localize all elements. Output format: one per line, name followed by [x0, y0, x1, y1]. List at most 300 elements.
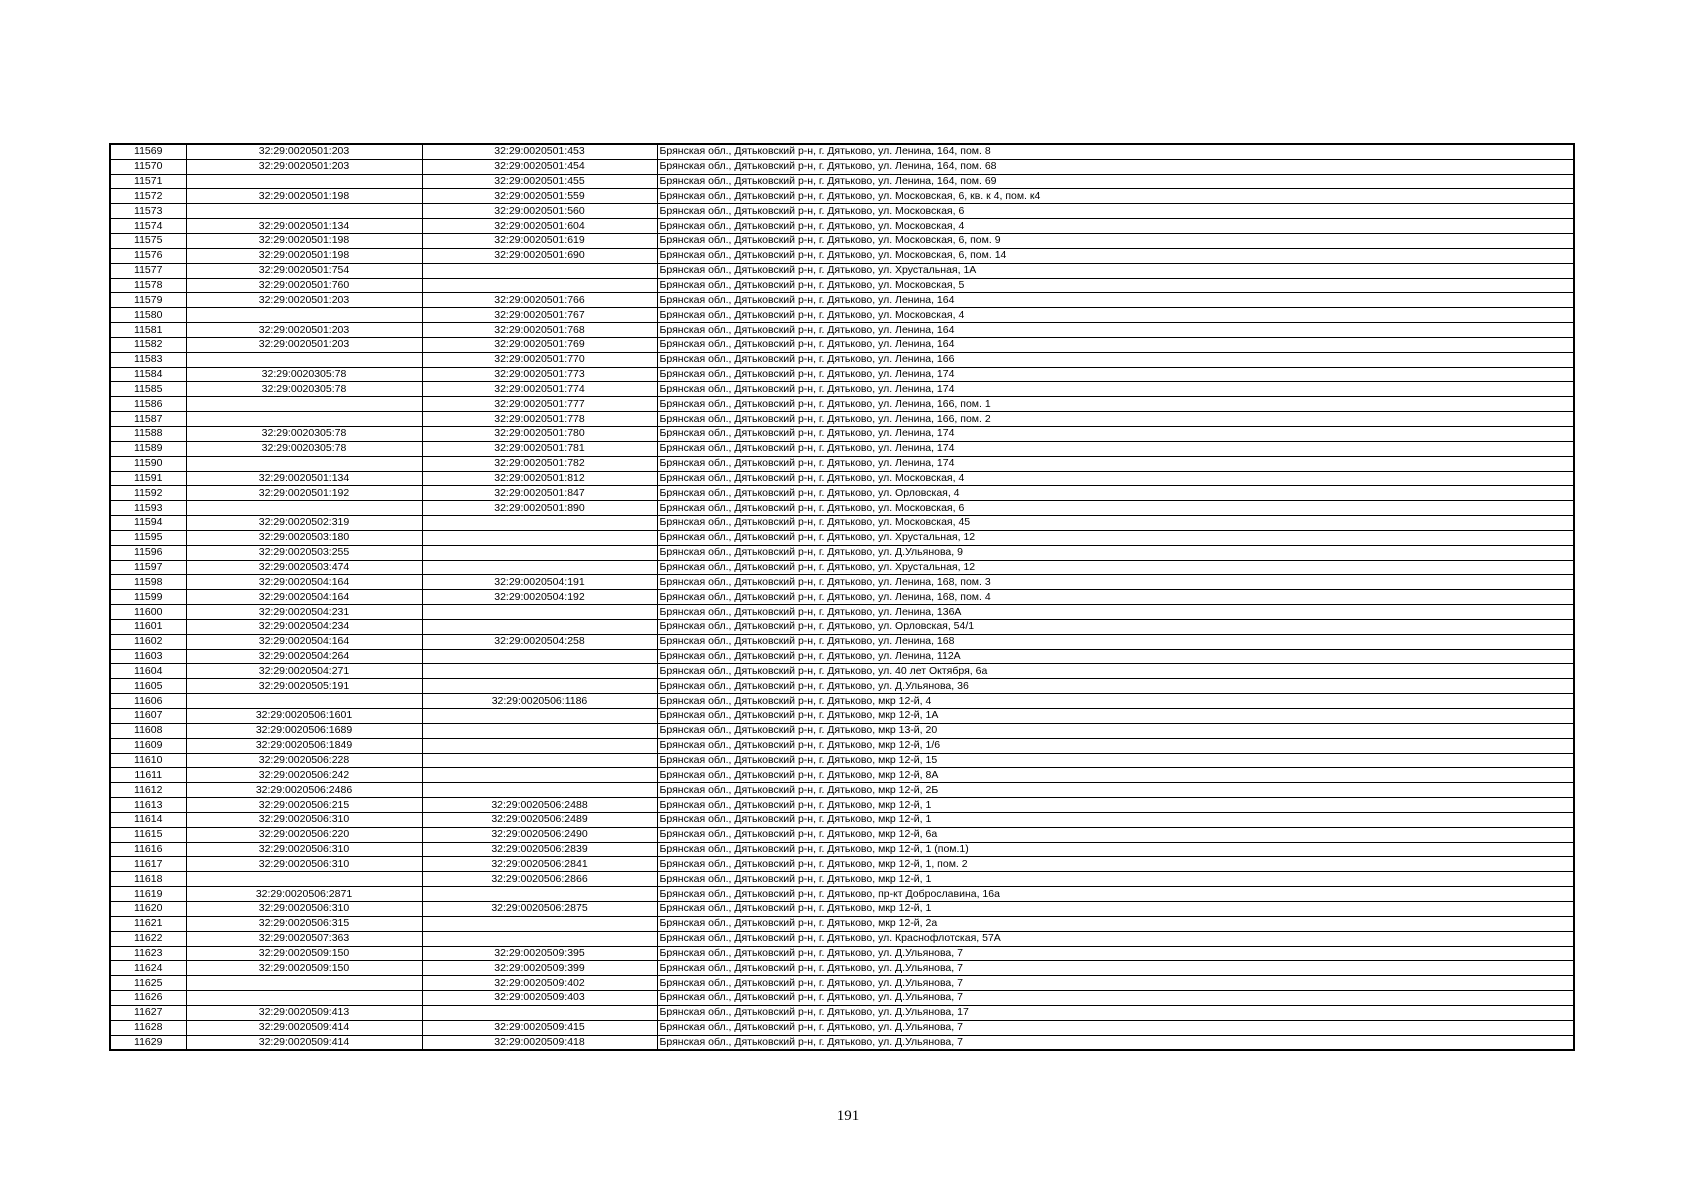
address-cell: Брянская обл., Дятьковский р-н, г. Дятьково, мкр 12-й, 1 — [657, 872, 1574, 887]
address-cell: Брянская обл., Дятьковский р-н, г. Дятьково, ул. Московская, 5 — [657, 278, 1574, 293]
cadastral-number-cell: 32:29:0020501:768 — [422, 323, 657, 338]
address-cell: Брянская обл., Дятьковский р-н, г. Дятьково, ул. Московская, 6, пом. 14 — [657, 248, 1574, 263]
table-row — [110, 545, 1574, 560]
table-row — [110, 738, 1574, 753]
parent-cadastral-number-cell — [186, 976, 422, 991]
row-number-cell: 11580 — [110, 308, 186, 323]
row-number-cell: 11614 — [110, 812, 186, 827]
row-number-cell: 11586 — [110, 397, 186, 412]
address-cell: Брянская обл., Дятьковский р-н, г. Дятьково, ул. Ленина, 174 — [657, 426, 1574, 441]
parent-cadastral-number-cell — [186, 991, 422, 1006]
parent-cadastral-number-cell: 32:29:0020506:242 — [186, 768, 422, 783]
cadastral-number-cell: 32:29:0020501:847 — [422, 486, 657, 501]
row-number-cell: 11572 — [110, 189, 186, 204]
parent-cadastral-number-cell — [186, 204, 422, 219]
cadastral-number-cell — [422, 619, 657, 634]
cadastral-number-cell: 32:29:0020501:774 — [422, 382, 657, 397]
address-cell: Брянская обл., Дятьковский р-н, г. Дятьково, ул. Ленина, 166, пом. 1 — [657, 397, 1574, 412]
cadastral-number-cell: 32:29:0020501:690 — [422, 248, 657, 263]
cadastral-number-cell — [422, 560, 657, 575]
row-number-cell: 11604 — [110, 664, 186, 679]
row-number-cell: 11605 — [110, 679, 186, 694]
table-row — [110, 1005, 1574, 1020]
cadastral-number-cell: 32:29:0020506:2839 — [422, 842, 657, 857]
parent-cadastral-number-cell: 32:29:0020504:271 — [186, 664, 422, 679]
address-cell: Брянская обл., Дятьковский р-н, г. Дятьково, мкр 12-й, 6а — [657, 827, 1574, 842]
cadastral-number-cell: 32:29:0020501:604 — [422, 219, 657, 234]
row-number-cell: 11583 — [110, 352, 186, 367]
table-row — [110, 397, 1574, 412]
parent-cadastral-number-cell: 32:29:0020305:78 — [186, 441, 422, 456]
row-number-cell: 11575 — [110, 234, 186, 249]
parent-cadastral-number-cell: 32:29:0020305:78 — [186, 426, 422, 441]
cadastral-number-cell: 32:29:0020509:403 — [422, 991, 657, 1006]
address-cell: Брянская обл., Дятьковский р-н, г. Дятьково, ул. Ленина, 174 — [657, 441, 1574, 456]
address-cell: Брянская обл., Дятьковский р-н, г. Дятьково, ул. Ленина, 164 — [657, 323, 1574, 338]
row-number-cell: 11602 — [110, 634, 186, 649]
row-number-cell: 11598 — [110, 575, 186, 590]
address-cell: Брянская обл., Дятьковский р-н, г. Дятьково, ул. Ленина, 166, пом. 2 — [657, 412, 1574, 427]
cadastral-number-cell: 32:29:0020504:191 — [422, 575, 657, 590]
parent-cadastral-number-cell: 32:29:0020509:150 — [186, 946, 422, 961]
table-row — [110, 382, 1574, 397]
table-row — [110, 605, 1574, 620]
parent-cadastral-number-cell: 32:29:0020506:310 — [186, 857, 422, 872]
parent-cadastral-number-cell — [186, 174, 422, 189]
table-row — [110, 798, 1574, 813]
cadastral-number-cell: 32:29:0020501:767 — [422, 308, 657, 323]
address-cell: Брянская обл., Дятьковский р-н, г. Дятьково, пр-кт Доброславина, 16а — [657, 887, 1574, 902]
address-cell: Брянская обл., Дятьковский р-н, г. Дятьково, мкр 12-й, 15 — [657, 753, 1574, 768]
row-number-cell: 11601 — [110, 619, 186, 634]
cadastral-number-cell: 32:29:0020501:773 — [422, 367, 657, 382]
row-number-cell: 11588 — [110, 426, 186, 441]
parent-cadastral-number-cell: 32:29:0020504:264 — [186, 649, 422, 664]
cadastral-number-cell: 32:29:0020501:778 — [422, 412, 657, 427]
parent-cadastral-number-cell: 32:29:0020506:220 — [186, 827, 422, 842]
row-number-cell: 11611 — [110, 768, 186, 783]
address-cell: Брянская обл., Дятьковский р-н, г. Дятьково, мкр 12-й, 4 — [657, 694, 1574, 709]
row-number-cell: 11617 — [110, 857, 186, 872]
table-row — [110, 872, 1574, 887]
table-row — [110, 501, 1574, 516]
table-row — [110, 709, 1574, 724]
cadastral-number-cell: 32:29:0020501:777 — [422, 397, 657, 412]
cadastral-number-cell — [422, 723, 657, 738]
row-number-cell: 11577 — [110, 263, 186, 278]
address-cell: Брянская обл., Дятьковский р-н, г. Дятьково, ул. Д.Ульянова, 36 — [657, 679, 1574, 694]
table-row — [110, 783, 1574, 798]
table-row — [110, 426, 1574, 441]
row-number-cell: 11621 — [110, 916, 186, 931]
address-cell: Брянская обл., Дятьковский р-н, г. Дятьково, ул. Ленина, 168, пом. 3 — [657, 575, 1574, 590]
table-row — [110, 649, 1574, 664]
cadastral-number-cell — [422, 530, 657, 545]
cadastral-number-cell: 32:29:0020506:2490 — [422, 827, 657, 842]
table-row — [110, 263, 1574, 278]
registry-table-body — [110, 144, 1574, 1050]
parent-cadastral-number-cell: 32:29:0020504:234 — [186, 619, 422, 634]
parent-cadastral-number-cell: 32:29:0020504:164 — [186, 634, 422, 649]
address-cell: Брянская обл., Дятьковский р-н, г. Дятьково, ул. Д.Ульянова, 17 — [657, 1005, 1574, 1020]
parent-cadastral-number-cell: 32:29:0020506:1849 — [186, 738, 422, 753]
cadastral-number-cell — [422, 709, 657, 724]
row-number-cell: 11579 — [110, 293, 186, 308]
parent-cadastral-number-cell — [186, 456, 422, 471]
row-number-cell: 11591 — [110, 471, 186, 486]
address-cell: Брянская обл., Дятьковский р-н, г. Дятьково, ул. 40 лет Октября, 6а — [657, 664, 1574, 679]
address-cell: Брянская обл., Дятьковский р-н, г. Дятьково, ул. Ленина, 112А — [657, 649, 1574, 664]
cadastral-number-cell: 32:29:0020504:192 — [422, 590, 657, 605]
row-number-cell: 11623 — [110, 946, 186, 961]
row-number-cell: 11600 — [110, 605, 186, 620]
parent-cadastral-number-cell — [186, 308, 422, 323]
cadastral-number-cell: 32:29:0020506:1186 — [422, 694, 657, 709]
parent-cadastral-number-cell: 32:29:0020507:363 — [186, 931, 422, 946]
table-row — [110, 441, 1574, 456]
cadastral-number-cell — [422, 753, 657, 768]
table-row — [110, 516, 1574, 531]
address-cell: Брянская обл., Дятьковский р-н, г. Дятьково, мкр 12-й, 1 (пом.1) — [657, 842, 1574, 857]
row-number-cell: 11626 — [110, 991, 186, 1006]
row-number-cell: 11587 — [110, 412, 186, 427]
table-row — [110, 842, 1574, 857]
row-number-cell: 11615 — [110, 827, 186, 842]
parent-cadastral-number-cell: 32:29:0020509:150 — [186, 961, 422, 976]
parent-cadastral-number-cell: 32:29:0020506:315 — [186, 916, 422, 931]
row-number-cell: 11569 — [110, 144, 186, 159]
parent-cadastral-number-cell: 32:29:0020501:760 — [186, 278, 422, 293]
table-row — [110, 590, 1574, 605]
address-cell: Брянская обл., Дятьковский р-н, г. Дятьково, мкр 13-й, 20 — [657, 723, 1574, 738]
table-row — [110, 308, 1574, 323]
row-number-cell: 11573 — [110, 204, 186, 219]
address-cell: Брянская обл., Дятьковский р-н, г. Дятьково, мкр 12-й, 2Б — [657, 783, 1574, 798]
row-number-cell: 11589 — [110, 441, 186, 456]
cadastral-number-cell — [422, 931, 657, 946]
parent-cadastral-number-cell: 32:29:0020501:754 — [186, 263, 422, 278]
address-cell: Брянская обл., Дятьковский р-н, г. Дятьково, ул. Московская, 6 — [657, 501, 1574, 516]
registry-table — [109, 143, 1575, 1051]
parent-cadastral-number-cell: 32:29:0020502:319 — [186, 516, 422, 531]
row-number-cell: 11613 — [110, 798, 186, 813]
cadastral-number-cell: 32:29:0020501:766 — [422, 293, 657, 308]
table-row — [110, 174, 1574, 189]
row-number-cell: 11608 — [110, 723, 186, 738]
table-row — [110, 337, 1574, 352]
cadastral-number-cell: 32:29:0020506:2866 — [422, 872, 657, 887]
table-row — [110, 827, 1574, 842]
parent-cadastral-number-cell — [186, 501, 422, 516]
parent-cadastral-number-cell: 32:29:0020503:255 — [186, 545, 422, 560]
cadastral-number-cell — [422, 278, 657, 293]
row-number-cell: 11599 — [110, 590, 186, 605]
cadastral-number-cell: 32:29:0020501:769 — [422, 337, 657, 352]
cadastral-number-cell: 32:29:0020501:560 — [422, 204, 657, 219]
row-number-cell: 11570 — [110, 159, 186, 174]
table-row — [110, 619, 1574, 634]
table-row — [110, 159, 1574, 174]
parent-cadastral-number-cell: 32:29:0020501:198 — [186, 189, 422, 204]
row-number-cell: 11592 — [110, 486, 186, 501]
row-number-cell: 11609 — [110, 738, 186, 753]
parent-cadastral-number-cell: 32:29:0020504:164 — [186, 575, 422, 590]
address-cell: Брянская обл., Дятьковский р-н, г. Дятьково, ул. Д.Ульянова, 7 — [657, 946, 1574, 961]
address-cell: Брянская обл., Дятьковский р-н, г. Дятьково, ул. Московская, 6 — [657, 204, 1574, 219]
cadastral-number-cell — [422, 545, 657, 560]
address-cell: Брянская обл., Дятьковский р-н, г. Дятьково, ул. Д.Ульянова, 7 — [657, 1035, 1574, 1050]
table-row — [110, 901, 1574, 916]
row-number-cell: 11590 — [110, 456, 186, 471]
address-cell: Брянская обл., Дятьковский р-н, г. Дятьково, ул. Ленина, 164, пом. 8 — [657, 144, 1574, 159]
cadastral-number-cell: 32:29:0020501:890 — [422, 501, 657, 516]
table-row — [110, 694, 1574, 709]
address-cell: Брянская обл., Дятьковский р-н, г. Дятьково, ул. Д.Ульянова, 9 — [657, 545, 1574, 560]
address-cell: Брянская обл., Дятьковский р-н, г. Дятьково, ул. Ленина, 174 — [657, 367, 1574, 382]
row-number-cell: 11624 — [110, 961, 186, 976]
address-cell: Брянская обл., Дятьковский р-н, г. Дятьково, ул. Ленина, 166 — [657, 352, 1574, 367]
cadastral-number-cell — [422, 1005, 657, 1020]
row-number-cell: 11610 — [110, 753, 186, 768]
table-row — [110, 812, 1574, 827]
cadastral-number-cell: 32:29:0020506:2841 — [422, 857, 657, 872]
table-row — [110, 575, 1574, 590]
parent-cadastral-number-cell: 32:29:0020506:310 — [186, 812, 422, 827]
table-row — [110, 471, 1574, 486]
row-number-cell: 11578 — [110, 278, 186, 293]
cadastral-number-cell: 32:29:0020509:399 — [422, 961, 657, 976]
cadastral-number-cell: 32:29:0020501:770 — [422, 352, 657, 367]
parent-cadastral-number-cell: 32:29:0020506:215 — [186, 798, 422, 813]
table-row — [110, 1020, 1574, 1035]
parent-cadastral-number-cell: 32:29:0020501:203 — [186, 144, 422, 159]
row-number-cell: 11606 — [110, 694, 186, 709]
table-row — [110, 486, 1574, 501]
cadastral-number-cell: 32:29:0020501:780 — [422, 426, 657, 441]
table-row — [110, 931, 1574, 946]
address-cell: Брянская обл., Дятьковский р-н, г. Дятьково, ул. Д.Ульянова, 7 — [657, 991, 1574, 1006]
row-number-cell: 11622 — [110, 931, 186, 946]
parent-cadastral-number-cell: 32:29:0020501:192 — [186, 486, 422, 501]
cadastral-number-cell: 32:29:0020501:453 — [422, 144, 657, 159]
parent-cadastral-number-cell: 32:29:0020509:414 — [186, 1020, 422, 1035]
address-cell: Брянская обл., Дятьковский р-н, г. Дятьково, ул. Московская, 45 — [657, 516, 1574, 531]
table-row — [110, 679, 1574, 694]
address-cell: Брянская обл., Дятьковский р-н, г. Дятьково, мкр 12-й, 1 — [657, 901, 1574, 916]
page-number: 191 — [836, 1108, 860, 1124]
table-row — [110, 991, 1574, 1006]
row-number-cell: 11585 — [110, 382, 186, 397]
parent-cadastral-number-cell: 32:29:0020501:203 — [186, 323, 422, 338]
address-cell: Брянская обл., Дятьковский р-н, г. Дятьково, мкр 12-й, 8А — [657, 768, 1574, 783]
row-number-cell: 11618 — [110, 872, 186, 887]
address-cell: Брянская обл., Дятьковский р-н, г. Дятьково, ул. Ленина, 174 — [657, 456, 1574, 471]
address-cell: Брянская обл., Дятьковский р-н, г. Дятьково, ул. Московская, 4 — [657, 471, 1574, 486]
table-row — [110, 530, 1574, 545]
table-row — [110, 961, 1574, 976]
row-number-cell: 11603 — [110, 649, 186, 664]
parent-cadastral-number-cell: 32:29:0020305:78 — [186, 367, 422, 382]
cadastral-number-cell: 32:29:0020509:402 — [422, 976, 657, 991]
address-cell: Брянская обл., Дятьковский р-н, г. Дятьково, ул. Московская, 6, кв. к 4, пом. к4 — [657, 189, 1574, 204]
table-row — [110, 664, 1574, 679]
table-row — [110, 723, 1574, 738]
address-cell: Брянская обл., Дятьковский р-н, г. Дятьково, ул. Ленина, 168, пом. 4 — [657, 590, 1574, 605]
address-cell: Брянская обл., Дятьковский р-н, г. Дятьково, ул. Ленина, 174 — [657, 382, 1574, 397]
cadastral-number-cell: 32:29:0020506:2489 — [422, 812, 657, 827]
address-cell: Брянская обл., Дятьковский р-н, г. Дятьково, ул. Хрустальная, 12 — [657, 530, 1574, 545]
cadastral-number-cell — [422, 649, 657, 664]
cadastral-number-cell: 32:29:0020506:2488 — [422, 798, 657, 813]
address-cell: Брянская обл., Дятьковский р-н, г. Дятьково, ул. Д.Ульянова, 7 — [657, 961, 1574, 976]
row-number-cell: 11616 — [110, 842, 186, 857]
cadastral-number-cell: 32:29:0020509:415 — [422, 1020, 657, 1035]
parent-cadastral-number-cell: 32:29:0020504:231 — [186, 605, 422, 620]
parent-cadastral-number-cell: 32:29:0020506:310 — [186, 842, 422, 857]
cadastral-number-cell: 32:29:0020501:454 — [422, 159, 657, 174]
cadastral-number-cell — [422, 738, 657, 753]
cadastral-number-cell — [422, 605, 657, 620]
table-row — [110, 634, 1574, 649]
parent-cadastral-number-cell — [186, 397, 422, 412]
address-cell: Брянская обл., Дятьковский р-н, г. Дятьково, мкр 12-й, 1А — [657, 709, 1574, 724]
table-row — [110, 857, 1574, 872]
table-row — [110, 916, 1574, 931]
parent-cadastral-number-cell — [186, 694, 422, 709]
address-cell: Брянская обл., Дятьковский р-н, г. Дятьково, ул. Московская, 4 — [657, 219, 1574, 234]
cadastral-number-cell: 32:29:0020501:559 — [422, 189, 657, 204]
cadastral-number-cell — [422, 916, 657, 931]
row-number-cell: 11593 — [110, 501, 186, 516]
address-cell: Брянская обл., Дятьковский р-н, г. Дятьково, ул. Московская, 6, пом. 9 — [657, 234, 1574, 249]
cadastral-number-cell: 32:29:0020501:781 — [422, 441, 657, 456]
table-row — [110, 367, 1574, 382]
row-number-cell: 11620 — [110, 901, 186, 916]
cadastral-number-cell: 32:29:0020501:455 — [422, 174, 657, 189]
row-number-cell: 11628 — [110, 1020, 186, 1035]
row-number-cell: 11582 — [110, 337, 186, 352]
cadastral-number-cell: 32:29:0020501:619 — [422, 234, 657, 249]
row-number-cell: 11629 — [110, 1035, 186, 1050]
address-cell: Брянская обл., Дятьковский р-н, г. Дятьково, мкр 12-й, 1 — [657, 798, 1574, 813]
parent-cadastral-number-cell: 32:29:0020504:164 — [186, 590, 422, 605]
table-row — [110, 412, 1574, 427]
address-cell: Брянская обл., Дятьковский р-н, г. Дятьково, ул. Ленина, 164, пом. 68 — [657, 159, 1574, 174]
parent-cadastral-number-cell: 32:29:0020506:310 — [186, 901, 422, 916]
cadastral-number-cell — [422, 887, 657, 902]
cadastral-number-cell: 32:29:0020509:395 — [422, 946, 657, 961]
cadastral-number-cell — [422, 664, 657, 679]
parent-cadastral-number-cell: 32:29:0020509:413 — [186, 1005, 422, 1020]
address-cell: Брянская обл., Дятьковский р-н, г. Дятьково, мкр 12-й, 1/6 — [657, 738, 1574, 753]
parent-cadastral-number-cell: 32:29:0020501:134 — [186, 219, 422, 234]
row-number-cell: 11576 — [110, 248, 186, 263]
address-cell: Брянская обл., Дятьковский р-н, г. Дятьково, ул. Ленина, 164, пом. 69 — [657, 174, 1574, 189]
parent-cadastral-number-cell: 32:29:0020505:191 — [186, 679, 422, 694]
address-cell: Брянская обл., Дятьковский р-н, г. Дятьково, ул. Орловская, 4 — [657, 486, 1574, 501]
table-row — [110, 887, 1574, 902]
parent-cadastral-number-cell — [186, 352, 422, 367]
cadastral-number-cell: 32:29:0020509:418 — [422, 1035, 657, 1050]
address-cell: Брянская обл., Дятьковский р-н, г. Дятьково, ул. Ленина, 136А — [657, 605, 1574, 620]
address-cell: Брянская обл., Дятьковский р-н, г. Дятьково, ул. Ленина, 164 — [657, 337, 1574, 352]
parent-cadastral-number-cell: 32:29:0020501:134 — [186, 471, 422, 486]
row-number-cell: 11574 — [110, 219, 186, 234]
table-row — [110, 456, 1574, 471]
parent-cadastral-number-cell: 32:29:0020506:2871 — [186, 887, 422, 902]
parent-cadastral-number-cell: 32:29:0020501:203 — [186, 337, 422, 352]
address-cell: Брянская обл., Дятьковский р-н, г. Дятьково, ул. Д.Ульянова, 7 — [657, 1020, 1574, 1035]
cadastral-number-cell — [422, 768, 657, 783]
table-row — [110, 946, 1574, 961]
table-row — [110, 204, 1574, 219]
table-row — [110, 144, 1574, 159]
row-number-cell: 11627 — [110, 1005, 186, 1020]
address-cell: Брянская обл., Дятьковский р-н, г. Дятьково, ул. Краснофлотская, 57А — [657, 931, 1574, 946]
table-row — [110, 1035, 1574, 1050]
table-row — [110, 976, 1574, 991]
parent-cadastral-number-cell: 32:29:0020501:198 — [186, 248, 422, 263]
cadastral-number-cell: 32:29:0020504:258 — [422, 634, 657, 649]
row-number-cell: 11625 — [110, 976, 186, 991]
parent-cadastral-number-cell: 32:29:0020506:2486 — [186, 783, 422, 798]
table-row — [110, 560, 1574, 575]
parent-cadastral-number-cell: 32:29:0020501:203 — [186, 159, 422, 174]
parent-cadastral-number-cell — [186, 872, 422, 887]
row-number-cell: 11595 — [110, 530, 186, 545]
row-number-cell: 11594 — [110, 516, 186, 531]
row-number-cell: 11584 — [110, 367, 186, 382]
row-number-cell: 11607 — [110, 709, 186, 724]
cadastral-number-cell — [422, 783, 657, 798]
address-cell: Брянская обл., Дятьковский р-н, г. Дятьково, мкр 12-й, 1 — [657, 812, 1574, 827]
cadastral-number-cell: 32:29:0020501:812 — [422, 471, 657, 486]
row-number-cell: 11571 — [110, 174, 186, 189]
parent-cadastral-number-cell: 32:29:0020509:414 — [186, 1035, 422, 1050]
parent-cadastral-number-cell: 32:29:0020501:203 — [186, 293, 422, 308]
table-row — [110, 278, 1574, 293]
table-row — [110, 234, 1574, 249]
table-row — [110, 219, 1574, 234]
address-cell: Брянская обл., Дятьковский р-н, г. Дятьково, ул. Московская, 4 — [657, 308, 1574, 323]
cadastral-number-cell: 32:29:0020506:2875 — [422, 901, 657, 916]
table-row — [110, 189, 1574, 204]
row-number-cell: 11619 — [110, 887, 186, 902]
address-cell: Брянская обл., Дятьковский р-н, г. Дятьково, ул. Ленина, 164 — [657, 293, 1574, 308]
parent-cadastral-number-cell: 32:29:0020506:1689 — [186, 723, 422, 738]
parent-cadastral-number-cell: 32:29:0020501:198 — [186, 234, 422, 249]
address-cell: Брянская обл., Дятьковский р-н, г. Дятьково, ул. Хрустальная, 12 — [657, 560, 1574, 575]
address-cell: Брянская обл., Дятьковский р-н, г. Дятьково, ул. Д.Ульянова, 7 — [657, 976, 1574, 991]
row-number-cell: 11597 — [110, 560, 186, 575]
table-row — [110, 768, 1574, 783]
cadastral-number-cell: 32:29:0020501:782 — [422, 456, 657, 471]
address-cell: Брянская обл., Дятьковский р-н, г. Дятьково, мкр 12-й, 1, пом. 2 — [657, 857, 1574, 872]
parent-cadastral-number-cell: 32:29:0020503:474 — [186, 560, 422, 575]
row-number-cell: 11612 — [110, 783, 186, 798]
parent-cadastral-number-cell: 32:29:0020506:228 — [186, 753, 422, 768]
cadastral-number-cell — [422, 516, 657, 531]
table-row — [110, 753, 1574, 768]
parent-cadastral-number-cell: 32:29:0020506:1601 — [186, 709, 422, 724]
cadastral-number-cell — [422, 679, 657, 694]
parent-cadastral-number-cell: 32:29:0020305:78 — [186, 382, 422, 397]
table-row — [110, 248, 1574, 263]
row-number-cell: 11581 — [110, 323, 186, 338]
parent-cadastral-number-cell — [186, 412, 422, 427]
address-cell: Брянская обл., Дятьковский р-н, г. Дятьково, мкр 12-й, 2а — [657, 916, 1574, 931]
row-number-cell: 11596 — [110, 545, 186, 560]
